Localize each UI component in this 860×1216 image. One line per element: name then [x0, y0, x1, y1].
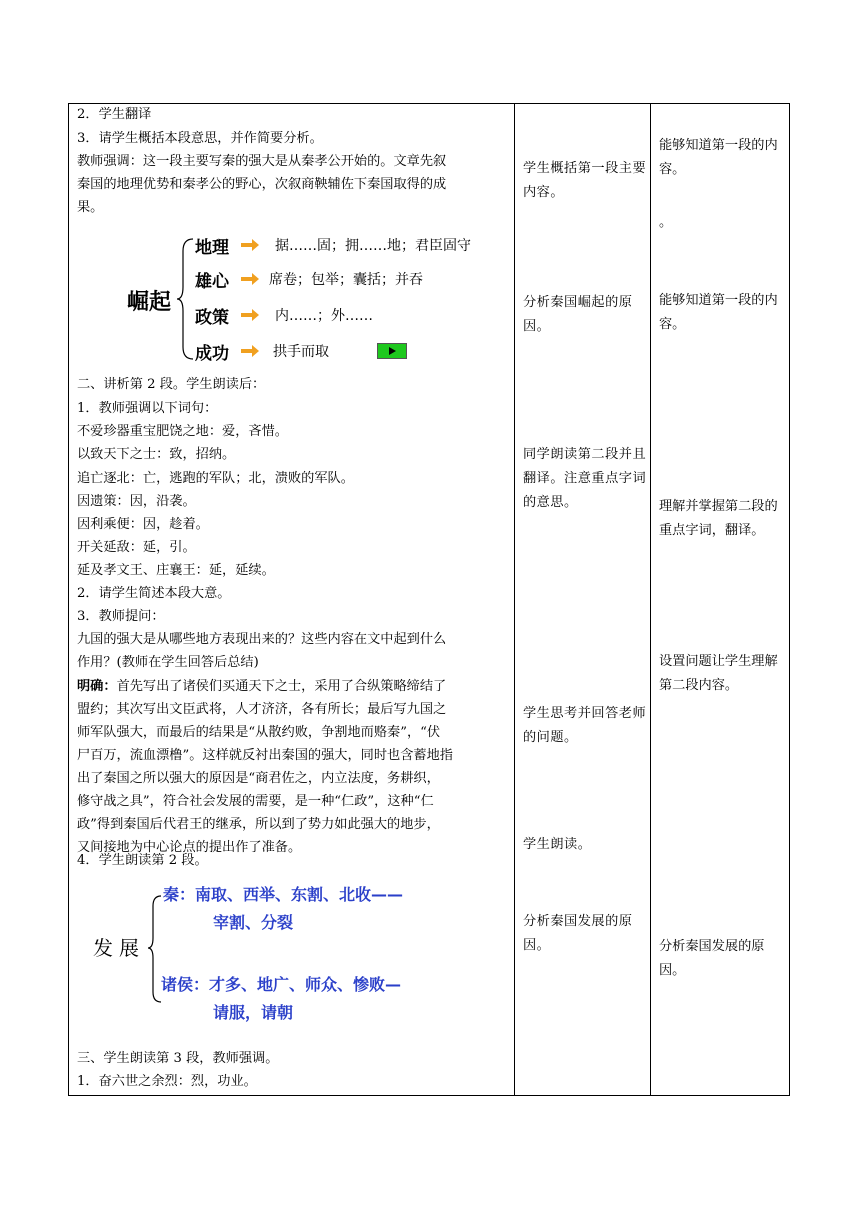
text-line: 因遗策：因，沿袭。 [77, 494, 196, 509]
arrow-right-icon [241, 345, 259, 357]
mingque-first: 首先写出了诸侯们买通天下之士，采用了合纵策略缔结了 [116, 679, 447, 694]
text-line: 追亡逐北：亡，逃跑的军队；北，溃败的军队。 [77, 471, 354, 486]
row-value: 拱手而取 [273, 344, 329, 360]
intent-cell: 理解并掌握第二段的重点字词，翻译。 [659, 499, 778, 538]
arrow-right-icon [241, 309, 259, 321]
text-line: 开关延敌：延，引。 [77, 540, 196, 555]
text-line: 因利乘便：因，趁着。 [77, 517, 209, 532]
mingque-label: 明确： [77, 679, 117, 694]
student-cell: 学生朗读。 [523, 837, 592, 852]
text-line: 修守战之具”，符合社会发展的需要，是一种“仁政”，这种“仁 [77, 794, 434, 809]
play-button[interactable] [377, 343, 407, 359]
diagram-title: 崛起 [127, 290, 172, 315]
brace-icon [175, 237, 195, 361]
student-cell: 学生概括第一段主要内容。 [523, 161, 647, 200]
text-line: 3．教师提问： [77, 609, 165, 624]
diagram-title: 发展 [93, 936, 145, 960]
qin-line: 秦：南取、西举、东割、北收—— [163, 885, 404, 904]
text-line: 盟约；其次写出文臣武将，人才济济，各有所长；最后写九国之 [77, 702, 447, 717]
qin-line: 宰割、分裂 [213, 913, 294, 932]
row-key-chenggong: 成功 [195, 344, 229, 364]
column-divider [650, 104, 651, 1095]
text-line [77, 678, 446, 696]
intent-cell: 分析秦国发展的原因。 [659, 939, 765, 978]
text-line: 政”得到秦国后代君王的继承，所以到了势力如此强大的地步， [77, 817, 440, 832]
row-key-dili: 地理 [195, 238, 229, 258]
text-line: 三、学生朗读第 3 段，教师强调。 [77, 1051, 279, 1066]
student-cell: 分析秦国崛起的原因。 [523, 295, 633, 334]
text-line: 2．学生翻译 [77, 107, 152, 122]
zhuhou-line: 请服，请朝 [213, 1003, 294, 1022]
arrow-right-icon [241, 239, 259, 251]
text-line: 3．请学生概括本段意思，并作简要分析。 [77, 131, 323, 146]
text-line: 二、讲析第 2 段。学生朗读后： [77, 377, 266, 392]
row-value: 席卷；包举；囊括；并吞 [269, 272, 423, 288]
student-cell: 同学朗读第二段并且翻译。注意重点字词的意思。 [523, 447, 647, 510]
intent-cell: 能够知道第一段的内容。 [659, 138, 778, 177]
text-line: 出了秦国之所以强大的原因是“商君佐之，内立法度，务耕织， [77, 771, 440, 786]
intent-cell: 能够知道第一段的内容。 [659, 293, 778, 332]
student-cell: 学生思考并回答老师的问题。 [523, 706, 647, 745]
text-line: 九国的强大是从哪些地方表现出来的？这些内容在文中起到什么 [77, 632, 447, 647]
rise-diagram [117, 229, 517, 369]
text-line: 1．奋六世之余烈：烈，功业。 [77, 1074, 257, 1089]
text-line: 延及孝文王、庄襄王：延，延续。 [77, 563, 275, 578]
text-line: 作用？(教师在学生回答后总结) [77, 655, 259, 670]
zhuhou-line: 诸侯：才多、地广、师众、惨败— [161, 975, 402, 994]
row-value: 内……；外…… [275, 308, 373, 324]
intent-cell: 设置问题让学生理解第二段内容。 [659, 654, 778, 693]
text-line: 师军队强大，而最后的结果是“从散约败，争割地而赂秦”，“伏 [77, 725, 441, 740]
row-value: 据……固；拥……地；君臣固守 [275, 238, 471, 254]
text-line: 果。 [77, 200, 104, 215]
text-line: 又间接地为中心论点的提出作了准备。 [77, 840, 302, 855]
lesson-table [68, 103, 790, 1096]
intent-cell: 。 [659, 215, 673, 230]
text-line: 1．教师强调以下词句： [77, 401, 218, 416]
play-icon [378, 344, 406, 358]
text-line: 尸百万，流血漂橹”。这样就反衬出秦国的强大，同时也含蓄地指 [77, 748, 453, 763]
arrow-right-icon [241, 273, 259, 285]
text-line: 4．学生朗读第 2 段。 [77, 853, 208, 868]
development-diagram [77, 876, 517, 1026]
text-line: 以致天下之士：致，招纳。 [77, 447, 236, 462]
text-line: 教师强调：这一段主要写秦的强大是从秦孝公开始的。文章先叙 [77, 154, 447, 169]
row-key-xiongxin: 雄心 [195, 272, 229, 292]
row-key-zhengce: 政策 [195, 308, 229, 328]
student-cell: 分析秦国发展的原因。 [523, 914, 633, 953]
text-line: 不爱珍器重宝肥饶之地：爱，吝惜。 [77, 424, 288, 439]
text-line: 2．请学生简述本段大意。 [77, 586, 231, 601]
text-line: 秦国的地理优势和秦孝公的野心，次叙商鞅辅佐下秦国取得的成 [77, 177, 447, 192]
